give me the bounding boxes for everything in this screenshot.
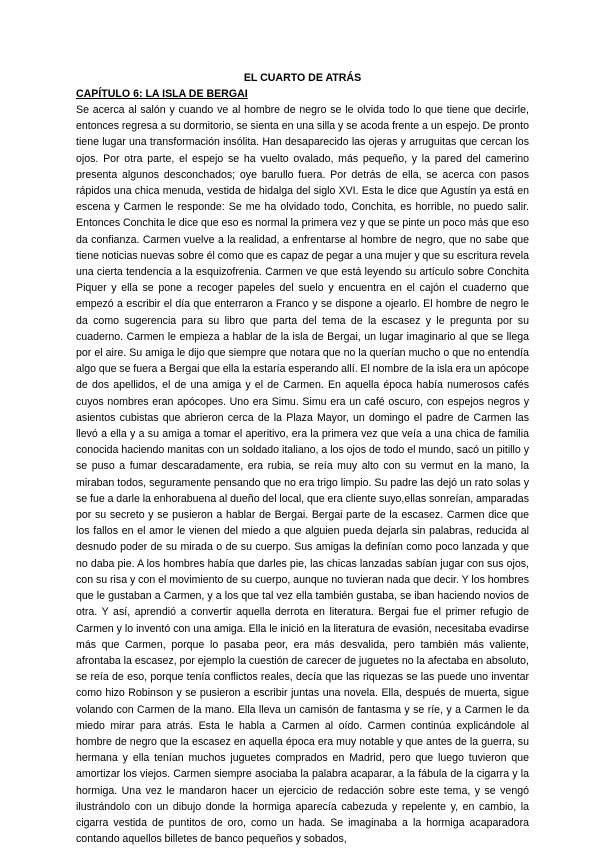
document-title: EL CUARTO DE ATRÁS: [243, 72, 362, 84]
document-page: [76, 70, 529, 847]
body-paragraph: Se acerca al salón y cuando ve al hombre de negro se le olvida todo lo que tiene que decirle, entonces regresa a su dormitorio, se sienta en una silla y se acoda frente a un espejo. De pronto tiene lugar una transformación insólita. Han desaparecido las ojeras y arruguitas que cercan los ojos. Por otra parte, el espejo se ha vuelto ovalado, más pequeño, y la pared del camerino presenta algunos desconchados; oye barullo fuera. Por detrás de ella, se acerca con pasos rápidos una chica menuda, vestida de hidalga del siglo XVI. Esta le dice que Agustín ya está en escena y Carmen le responde: Se me ha olvidado todo, Conchita, es horrible, no puedo salir. Entonces Conchita le dice que eso es normal la primera vez y que se pinte un poco más que eso da confianza. Carmen vuelve a la realidad, a enfrentarse al hombre de negro, que no sabe que tiene noticias nuevas sobre él como que es capaz de pegar a una mujer y que su escritura revela una cierta tendencia a la esquizofrenia. Carmen ve que está leyendo su artículo sobre Conchita Piquer y ella se pone a recoger papeles del suelo y encuentra en el cajón el cuaderno que empezó a escribir el día que enterraron a Franco y se dispone a ojearlo. El hombre de negro le da como sugerencia para su libro que parta del tema de la escasez y le pregunta por su cuaderno. Carmen le empieza a hablar de la isla de Bergai, un lugar imaginario al que se llega por el aire. Su amiga le dijo que siempre que notara que no la querían mucho o que no entendía algo que se fuera a Bergai que ella la estaría esperando allí. El nombre de la isla era un apócope de dos apellidos, el de una amiga y el de Carmen. En aquella época había numerosos cafés cuyos nombres eran apócopes. Uno era Simu. Simu era un café oscuro, con espejos negros y asientos cubistas que abrieron cerca de la Plaza Mayor, un domingo el padre de Carmen las llevó a ella y a su amiga a tomar el aperitivo, era la primera vez que veía a una chica de familia conocida haciendo manitas con un soldado italiano, a los ojos de todo el mundo, sacó un pitillo y se puso a fumar descaradamente, era rubia, se reía muy alto con su vermut en la mano, la miraban todos, seguramente pensando que no era trigo limpio. Su padre las dejó un rato solas y se fue a darle la enhorabuena al dueño del local, que era cliente suyo,ellas sonreían, amparadas por su secreto y se pusieron a hablar de Bergai. Bergai parte de la escasez. Carmen dice que los fallos en el amor le vienen del miedo a que alguien pueda dejarla sin palabras, reducida al desnudo poder de su mirada o de su cuerpo. Sus amigas la definían como poco lanzada y que no daba pie. A los hombres había que darles pie, las chicas lanzadas sabían jugar con sus ojos, con su risa y con el movimiento de su cuerpo, aunque no tuvieran nada que decir. Y los hombres que le gustaban a Carmen, y a los que tal vez ella también gustaba, se iban haciendo novios de otra. Y así, aprendió a convertir aquella derrota en literatura. Bergai fue el primer refugio de Carmen y lo inventó con una amiga. Ella le inició en la literatura de evasión, necesitaba evadirse más que Carmen, porque lo pasaba peor, era más desvalida, pero también más valiente, afrontaba la escasez, por ejemplo la cuestión de carecer de juguetes no la afectaba en absoluto, se reía de eso, porque tenía conflictos reales, decía que las riquezas se las puede uno inventar como hizo Robinson y se pusieron a escribir juntas una novela. Ella, después de muerta, sigue volando con Carmen de la mano. Ella lleva un camisón de fantasma y se ríe, y a Carmen le da miedo mirar para atrás. Esta le habla a Carmen al oído. Carmen continúa explicándole al hombre de negro que la escasez en aquella época era muy notable y que antes de la guerra, su hermana y ella tenían muchos juguetes comprados en Madrid, pero que luego tuvieron que amortizar los viejos. Carmen siempre asociaba la palabra acaparar, a la fábula de la cigarra y la hormiga. Una vez le mandaron hacer un ejercicio de redacción sobre este tema, y se vengó ilustrándolo con un dibujo donde la hormiga aparecía cabezuda y repelente y, en cambio, la cigarra vestida de puntitos de oro, como un hada. Se imaginaba a la hormiga acaparadora contando aquellos billetes de banco pequeños y sobados,: [76, 104, 529, 846]
chapter-heading: CAPÍTULO 6: LA ISLA DE BERGAI: [76, 88, 248, 100]
